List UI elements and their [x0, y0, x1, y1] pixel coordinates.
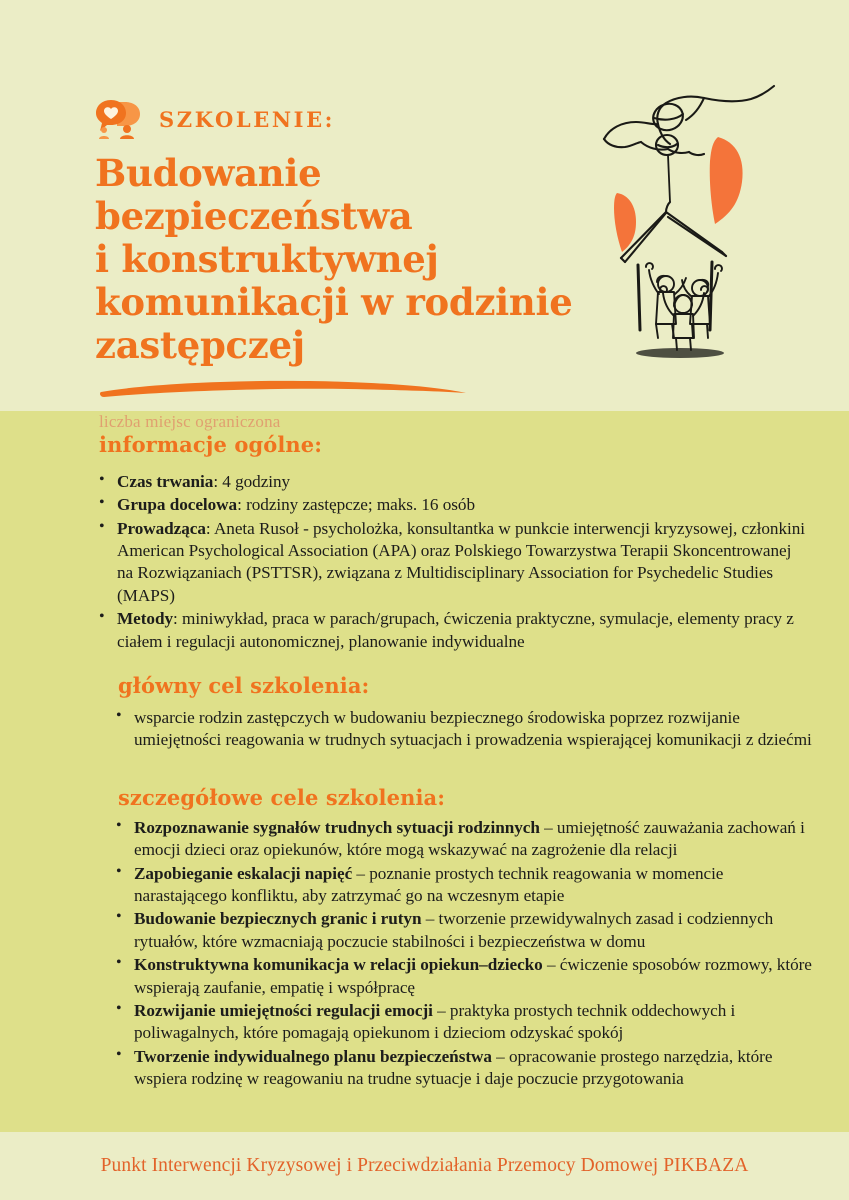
title-line-1: Budowanie bezpieczeństwa: [95, 151, 413, 238]
list-item-text: : rodziny zastępcze; maks. 16 osób: [237, 495, 475, 515]
list-item: [112, 954, 812, 999]
list-item: [112, 908, 812, 953]
list-item-lead: Metody: [117, 609, 174, 629]
list-item-lead: Budowanie bezpiecznych granic i rutyn: [134, 909, 422, 929]
kicker-label: SZKOLENIE:: [159, 106, 336, 132]
list-item-text: – umiejętność zauważania zachowań i emocji dzieci oraz opiekunów, które mogą wskazywać na zagrożenie dla relacji: [134, 818, 805, 860]
list-item-lead: Prowadząca: [117, 518, 206, 538]
section-heading-general: informacje ogólne:: [99, 432, 323, 457]
main-goal-list: [112, 707, 812, 753]
section-heading-main-goal: główny cel szkolenia:: [118, 673, 370, 698]
page-title: [95, 152, 635, 367]
general-info-list: [95, 471, 807, 654]
title-line-4: zastępczej: [95, 322, 305, 367]
detailed-goals-list: [112, 817, 812, 1091]
list-item-lead: Grupa docelowa: [117, 495, 238, 515]
speech-bubbles-heart-icon: [95, 98, 145, 140]
section-heading-detailed-goals: szczegółowe cele szkolenia:: [118, 785, 446, 810]
list-item-text: : miniwykład, praca w parach/grupach, ćwiczenia praktyczne, symulacje, elementy pracy z ciałem i regulacji autonomicznej, planowanie indywidualne: [117, 609, 794, 651]
poster-header: [95, 96, 635, 432]
kicker-row: [95, 96, 635, 142]
poster-footer: [0, 1132, 849, 1200]
list-item-lead: Rozwijanie umiejętności regulacji emocji: [134, 1000, 433, 1020]
list-item: [112, 863, 812, 908]
list-item: [95, 608, 807, 653]
list-item: [95, 518, 807, 607]
list-item-text: : 4 godziny: [213, 472, 291, 491]
list-item: [95, 494, 807, 516]
list-item-lead: Tworzenie indywidualnego planu bezpieczeństwa: [134, 1046, 492, 1066]
list-item-text: wsparcie rodzin zastępczych w budowaniu bezpiecznego środowiska poprzez rozwijanie umiejętności reagowania w trudnych sytuacjach i prowadzenia wspierającej komunikacji z dziećmi: [134, 708, 812, 750]
list-item: [95, 471, 807, 493]
list-item-text: – ćwiczenie sposobów rozmowy, które wspierają zaufanie, empatię i współpracę: [134, 955, 812, 997]
list-item-text: – praktyka prostych technik oddechowych i poliwagalnych, które pomagają opiekunom i dzieciom odzyskać spokój: [134, 1000, 736, 1043]
orange-arc-right: [710, 137, 743, 224]
list-item-text: – poznanie prostych technik reagowania w momencie narastającego konfliktu, aby zatrzymać go na wczesnym etapie: [134, 863, 724, 906]
list-item: [112, 817, 812, 862]
brush-underline-icon: [98, 375, 468, 401]
list-item-lead: Zapobieganie eskalacji napięć: [134, 863, 353, 883]
list-item-text: : Aneta Rusoł - psycholożka, konsultantka w punkcie interwencji kryzysowej, członkini American Psychological Association (APA) oraz Polskiego Towarzystwa Terapii Skoncentrowanej na Rozwiązaniach (PSTTSR), związana z Multidisciplinary Association for Psychedelic Studies (MAPS): [117, 518, 806, 605]
list-item-text: – opracowanie prostego narzędzia, które wspiera rodzinę w reagowaniu na trudne sytuacje i daje poczucie przygotowania: [134, 1046, 773, 1088]
list-item-lead: Rozpoznawanie sygnałów trudnych sytuacji rodzinnych: [134, 818, 540, 837]
title-line-2: i konstruktywnej: [95, 236, 439, 281]
organization-name: Punkt Interwencji Kryzysowej i Przeciwdziałania Przemocy Domowej PIKBAZA: [100, 1155, 749, 1176]
list-item: [112, 707, 812, 752]
list-item-text: – tworzenie przewidywalnych zasad i codziennych rytuałów, które wzmacniają poczucie stabilności i bezpieczeństwa w domu: [134, 909, 774, 951]
list-item-lead: Konstruktywna komunikacja w relacji opiekun–dziecko: [134, 955, 543, 975]
list-item: [112, 1046, 812, 1091]
ground-shadow: [636, 348, 724, 358]
list-item: [112, 1000, 812, 1045]
list-item-lead: Czas trwania: [117, 472, 214, 491]
limited-seats-note: liczba miejsc ograniczona: [99, 411, 281, 431]
title-line-3: komunikacji w rodzinie: [95, 279, 573, 324]
